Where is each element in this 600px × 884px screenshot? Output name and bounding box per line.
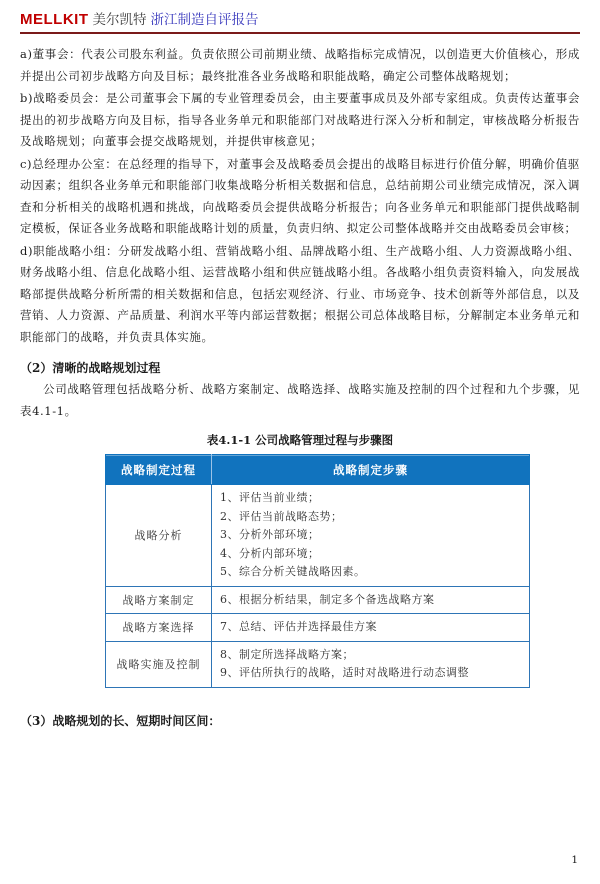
column-header-steps: 战略制定步骤 bbox=[212, 455, 530, 485]
table-row bbox=[106, 586, 530, 614]
page-header bbox=[20, 8, 580, 34]
column-header-process: 战略制定过程 bbox=[106, 455, 212, 485]
step-item: 3、分析外部环境； bbox=[220, 528, 320, 541]
table-row bbox=[106, 485, 530, 587]
table-caption: 表4.1-1 公司战略管理过程与步骤图 bbox=[206, 433, 394, 447]
step-item: 5、综合分析关键战略因素。 bbox=[220, 565, 366, 578]
process-cell: 战略实施及控制 bbox=[106, 641, 212, 687]
steps-cell bbox=[212, 485, 530, 587]
header-title-report: 浙江制造自评报告 bbox=[150, 12, 259, 28]
steps-cell bbox=[212, 586, 530, 614]
page-number: 1 bbox=[571, 854, 578, 866]
header-title-company: 美尔凯特 bbox=[92, 12, 147, 28]
paragraph-strategy-committee: b)战略委员会：是公司董事会下属的专业管理委员会，由主要董事成员及外部专家组成。负责传达董事会提出的初步战略方向及目标，指导各业务单元和职能部门对战略进行深入分析和制定，审核战略分析报告及战略规划；向董事会提交战略规划，并提供审核意见； bbox=[20, 91, 580, 148]
step-item: 6、根据分析结果，制定多个备选战略方案 bbox=[220, 592, 435, 606]
table-row bbox=[106, 614, 530, 642]
process-cell: 战略方案选择 bbox=[106, 614, 212, 642]
paragraph-gm-office: c)总经理办公室：在总经理的指导下，对董事会及战略委员会提出的战略目标进行价值分解，明确价值驱动因素；组织各业务单元和职能部门收集战略分析相关数据和信息，总结前期公司业绩完成情况，深入调查和分析相关的战略机遇和挑战，向战略委员会提供战略分析报告；向各业务单元和职能部门提供战略制定模板，保证各业务战略和职能战略计划的质量，负责归纳、拟定公司整体战略并交由战略委员会审核； bbox=[20, 156, 580, 235]
brand-logo-text: MELLKIT bbox=[20, 11, 89, 28]
section-2-body: 公司战略管理包括战略分析、战略方案制定、战略选择、战略实施及控制的四个过程和九个步骤，见表4.1-1。 bbox=[20, 382, 580, 418]
section-3-heading: （3）战略规划的长、短期时间区间： bbox=[20, 713, 221, 728]
steps-cell bbox=[212, 614, 530, 642]
step-item: 7、总结、评估并选择最佳方案 bbox=[220, 620, 377, 633]
step-item: 1、评估当前业绩； bbox=[220, 491, 320, 504]
paragraph-functional-teams: d)职能战略小组：分研发战略小组、营销战略小组、品牌战略小组、生产战略小组、人力资源战略小组、财务战略小组、信息化战略小组、运营战略小组和供应链战略小组。各战略小组负责资料输入，向发展战略部提供战略分析所需的相关数据和信息，包括宏观经济、行业、市场竞争、技术创新等外部信息，以及营销、人力资源、产品质量、利润水平等内部运营数据；根据公司总体战略目标，分解制定本业务单元和职能部门的战略，并负责具体实施。 bbox=[20, 243, 580, 344]
step-item: 2、评估当前战略态势； bbox=[220, 509, 343, 523]
table-row bbox=[106, 641, 530, 687]
section-2-heading: （2）清晰的战略规划过程 bbox=[20, 361, 161, 375]
process-cell: 战略分析 bbox=[106, 485, 212, 587]
strategy-process-table bbox=[105, 454, 530, 688]
step-item: 8、制定所选择战略方案； bbox=[220, 647, 354, 661]
paragraph-board: a)董事会：代表公司股东利益。负责依照公司前期业绩、战略指标完成情况，以创造更大价值核心，形成并提出公司初步战略方向及目标；最终批准各业务战略和职能战略，确定公司整体战略规划； bbox=[20, 47, 580, 83]
step-item: 4、分析内部环境； bbox=[220, 546, 320, 560]
process-cell: 战略方案制定 bbox=[106, 586, 212, 614]
steps-cell bbox=[212, 641, 530, 687]
table-header-row bbox=[106, 455, 530, 485]
step-item: 9、评估所执行的战略，适时对战略进行动态调整 bbox=[220, 666, 469, 679]
